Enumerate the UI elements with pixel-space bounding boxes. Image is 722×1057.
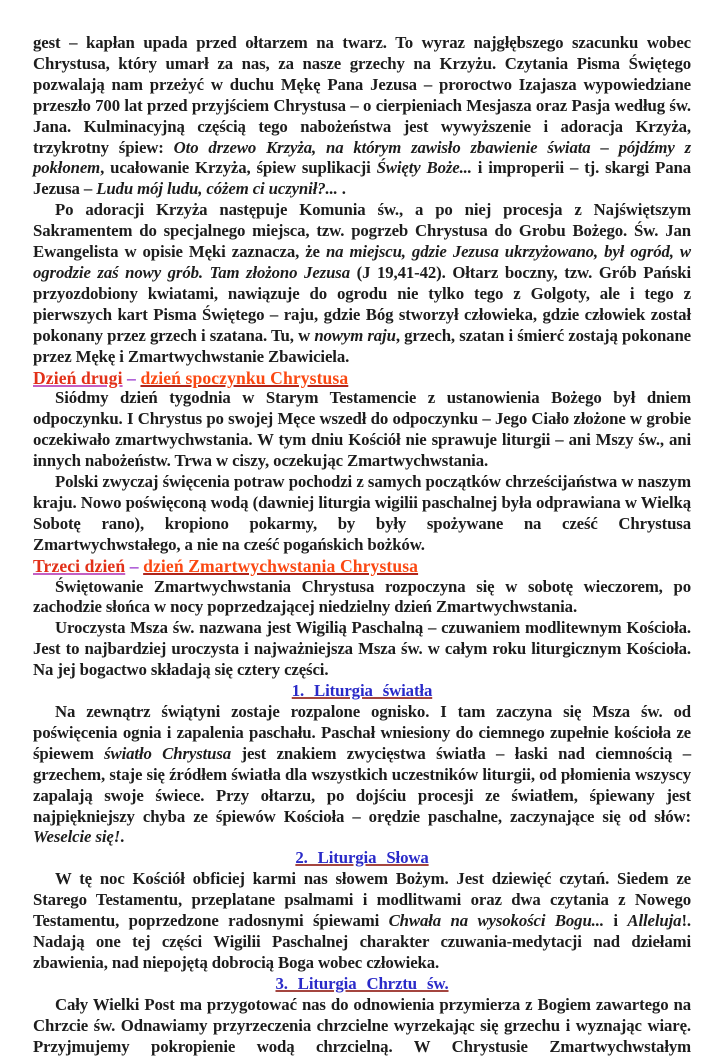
italic-quote: Oto drzewo Krzyża, na którym zawisło zbawienie świata – pójdźmy z pokłonem: [33, 137, 691, 178]
heading-dash: –: [125, 555, 144, 576]
italic-quote: Alleluja: [627, 911, 682, 931]
heading-liturgy-of-word: [33, 848, 691, 869]
paragraph-liturgy-of-word: [33, 869, 691, 974]
heading-orange-text: dzień Zmartwychwstania Chrystusa: [143, 555, 419, 576]
heading-red-text: Dzień drugi: [33, 367, 123, 388]
heading-red-text: Trzeci dzień: [33, 555, 126, 576]
heading-blue-text: 1. Liturgia światła: [291, 681, 433, 701]
italic-quote: światło Chrystusa: [104, 743, 232, 763]
text-run: gest – kapłan upada przed ołtarzem na twarz. To wyraz najgłębszego szacunku wobec Chrystusa, który umarł za nas, za nasze grzechy na Krzyżu. Czytania Pisma Świętego pozwalają nam przeżyć w duchu Mękę Pana Jezusa – proroctwo Izajasza wypowiedziane przeszło 700 lat przed przyjściem Chrystusa – o cierpieniach Mesjasza oraz Pasja według św. Jana. Kulminacyjną częścią tego nabożeństwa jest wywyższenie i adoracja Krzyża, trzykrotny śpiew:: [33, 33, 691, 157]
paragraph-communion-procession: [33, 200, 691, 367]
text-run: Na zewnątrz świątyni zostaje rozpalone ognisko. I tam zaczyna się Msza św. od poświęcenia ognia i zapalenia paschału. Paschał wniesiony do ciemnego zupełnie kościoła ze śpiewem: [33, 702, 691, 763]
text-run: (J 19,41-42). Ołtarz boczny, tzw. Grób Pański przyozdobiony kwiatami, nawiązuje do ogrodu nie tylko tego z Golgoty, ale i tego z pierwszych kart Pisma Świętego – raju, gdzie Bóg stworzył człowieka, gdzie człowiek został pokonany przez grzech i szatana. Tu, w: [33, 262, 691, 345]
text-run: Polski zwyczaj święcenia potraw pochodzi z samych początków chrześcijaństwa w naszym kraju. Nowo poświęconą wodą (dawniej liturgia wigilii paschalnej była odprawiana w Wielką Sobotę rano), kropiono pokarmy, by były spożywane na cześć Chrystusa Zmartwychwstałego, a nie na cześć pogańskich bożków.: [33, 472, 691, 554]
paragraph-seventh-day-rest: [33, 388, 691, 472]
text-run: jest znakiem zwycięstwa światła – łaski nad ciemnością – grzechem, staje się źródłem światła dla wszystkich uczestników liturgii, od płomienia wszyscy zapalają swoje świece. Przy ołtarzu, po dojściu procesji ze światłem, śpiewany jest najpiękniejszy chyba ze śpiewów Kościoła – orędzie paschalne, zaczynające się od słów:: [33, 743, 691, 826]
paragraph-liturgy-of-light: [33, 702, 691, 848]
text-run: i: [603, 911, 628, 931]
text-run: Siódmy dzień tygodnia w Starym Testamencie z ustanowienia Bożego był dniem odpoczynku. I Chrystus po swojej Męce wszedł do odpoczynku – Jego Ciało złożone w grobie oczekiwało zmartwychwstania. W tym dniu Kościół nie sprawuje liturgii – ani Mszy św., ani innych nabożeństw. Trwa w ciszy, oczekując Zmartwychwstania.: [33, 388, 691, 471]
paragraph-celebration-start: [33, 577, 691, 619]
heading-liturgy-of-light: [33, 681, 691, 702]
paragraph-paschal-vigil: [33, 618, 691, 681]
text-run: Świętowanie Zmartwychwstania Chrystusa rozpoczyna się w sobotę wieczorem, po zachodzie słońca w nocy poprzedzającej niedzielny dzień Zmartwychwstania.: [33, 576, 691, 617]
heading-orange-text: dzień spoczynku Chrystusa: [140, 367, 349, 388]
text-run: .: [120, 827, 125, 847]
italic-quote: Święty Boże...: [376, 158, 472, 178]
heading-day-two: [33, 368, 691, 389]
heading-liturgy-of-baptism: [33, 974, 691, 995]
italic-quote: Ludu mój ludu, cóżem ci uczynił?...: [96, 179, 338, 199]
italic-quote: Chwała na wysokości Bogu...: [388, 911, 604, 931]
text-run: i improperii – tj. skargi Pana Jezusa –: [33, 158, 691, 199]
italic-quote: na miejscu, gdzie Jezusa ukrzyżowano, był ogród, w ogrodzie zaś nowy grób. Tam złożono Jezusa: [33, 242, 691, 282]
paragraph-polish-food-blessing: [33, 472, 691, 556]
text-run: , grzech, szatan i śmierć zostają pokonane przez Mękę i Zmartwychwstanie Zbawiciela.: [33, 325, 691, 366]
text-run: Uroczysta Msza św. nazwana jest Wigilią Paschalną – czuwaniem modlitewnym Kościoła. Jest to najbardziej uroczysta i najważniejsza Msza św. w całym roku liturgicznym Kościoła. Na jej bogactwo składają się cztery części.: [33, 618, 691, 680]
italic-quote: nowym raju: [314, 325, 396, 345]
heading-blue-text: 2. Liturgia Słowa: [295, 848, 429, 868]
heading-day-three: [33, 556, 691, 577]
heading-dash: –: [122, 367, 141, 388]
text-run: Po adoracji Krzyża następuje Komunia św., a po niej procesja z Najświętszym Sakramentem do specjalnego miejsca, tzw. pogrzeb Chrystusa do Grobu Bożego. Św. Jan Ewangelista w opisie Męki zaznacza, że: [33, 200, 691, 262]
text-run: Cały Wielki Post ma przygotować nas do odnowienia przymierza z Bogiem zawartego na Chrzcie św. Odnawiamy przyrzeczenia chrzcielne wyrzekając się grzechu i wyznając wiarę. Przyjmujemy pokropienie wodą chrzcielną. W Chrystusie Zmartwychwstałym: [33, 994, 691, 1056]
text-run: W tę noc Kościół obficiej karmi nas słowem Bożym. Jest dziewięć czytań. Siedem ze Starego Testamentu, przeplatane psalmami i modlitwami oraz dwa czytania z Nowego Testamentu, poprzedzone radosnymi śpiewami: [33, 869, 691, 931]
italic-quote: Weselcie się!: [33, 827, 121, 847]
heading-blue-text: 3. Liturgia Chrztu św.: [275, 973, 449, 993]
text-run: !. Nadają one tej części Wigilii Paschalnej charakter czuwania-medytacji nad dziełami zbawienia, nad niepojętą dobrocią Boga wobec człowieka.: [33, 911, 691, 972]
text-run: .: [337, 179, 346, 199]
paragraph-good-friday-adoration: [33, 33, 691, 200]
paragraph-liturgy-of-baptism: [33, 995, 691, 1057]
text-run: , ucałowanie Krzyża, śpiew suplikacji: [100, 158, 377, 178]
